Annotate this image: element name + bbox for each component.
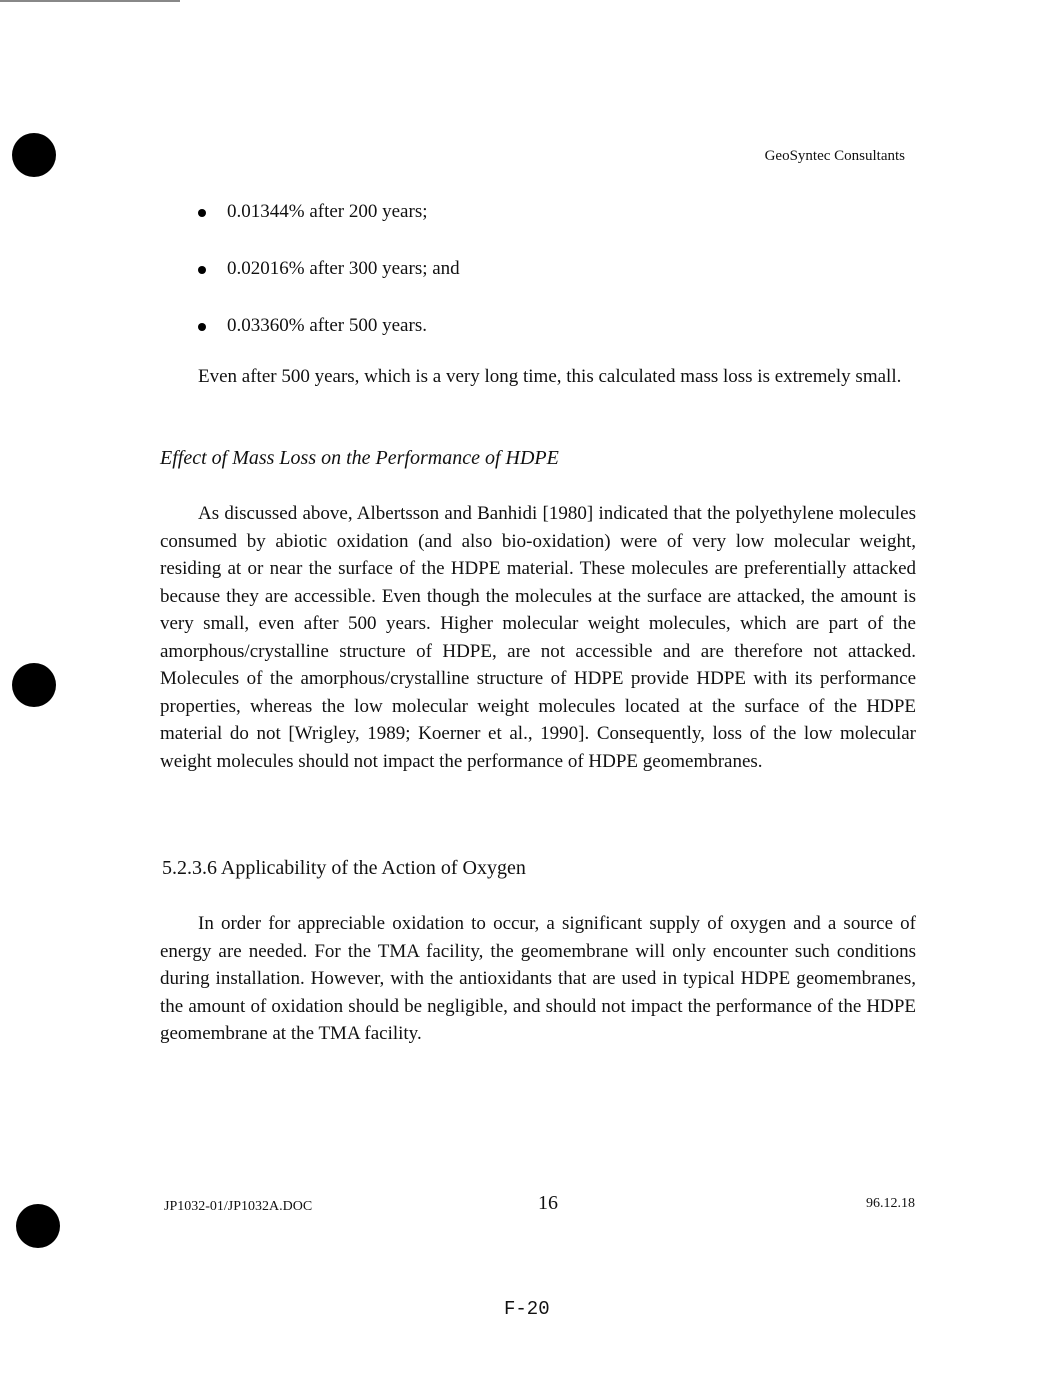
punch-hole-middle — [12, 663, 56, 707]
file-stamp: F-20 — [504, 1298, 550, 1320]
footer-date: 96.12.18 — [866, 1196, 915, 1211]
footer-page-number: 16 — [538, 1192, 558, 1214]
bullet-icon — [198, 323, 206, 331]
list-item: 0.02016% after 300 years; and — [195, 255, 460, 312]
list-item: 0.01344% after 200 years; — [195, 198, 460, 255]
bullet-icon — [198, 209, 206, 217]
top-rule — [0, 0, 180, 2]
effect-paragraph: As discussed above, Albertsson and Banhidi [1980] indicated that the polyethylene molecules consumed by abiotic oxidation (and also bio-oxidation) were of very low molecular weight, residing at or near the surface of the HDPE material. These molecules are preferentially attacked because they are accessible. Even though the molecules at the surface are attacked, the amount is very small, even after 500 years. Higher molecular weight molecules, which are part of the amorphous/crystalline structure of HDPE, are not accessible and are therefore not attacked. Molecules of the amorphous/crystalline structure of HDPE provide HDPE with its performance properties, whereas the low molecular weight molecules located at the surface of the HDPE material do not [Wrigley, 1989; Koerner et al., 1990]. Consequently, loss of the low molecular weight molecules should not impact the performance of HDPE geomembranes. — [160, 503, 916, 772]
effect-heading: Effect of Mass Loss on the Performance of HDPE — [160, 447, 559, 469]
mass-loss-paragraph: Even after 500 years, which is a very long time, this calculated mass loss is extremely small. — [198, 366, 902, 387]
bullet-icon — [198, 266, 206, 274]
punch-hole-top — [12, 133, 56, 177]
oxygen-heading: 5.2.3.6 Applicability of the Action of Oxygen — [162, 857, 526, 879]
list-item: 0.03360% after 500 years. — [195, 312, 460, 369]
bullet-list — [195, 198, 460, 369]
footer-doc-id: JP1032-01/JP1032A.DOC — [164, 1199, 313, 1214]
company-header: GeoSyntec Consultants — [764, 148, 905, 164]
punch-hole-bottom — [16, 1204, 60, 1248]
oxygen-paragraph: In order for appreciable oxidation to occur, a significant supply of oxygen and a source of energy are needed. For the TMA facility, the geomembrane will only encounter such conditions during installation. However, with the antioxidants that are used in typical HDPE geomembranes, the amount of oxidation should be negligible, and should not impact the performance of the HDPE geomembrane at the TMA facility. — [160, 913, 916, 1044]
